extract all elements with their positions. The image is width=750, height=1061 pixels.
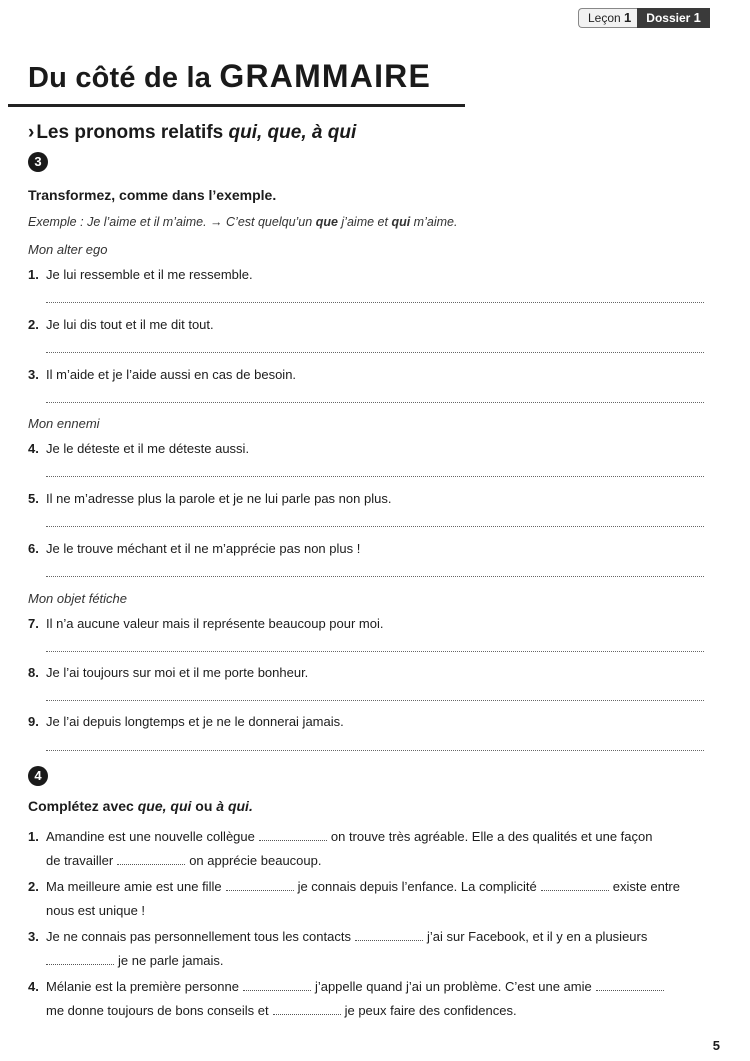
lesson-tab — [578, 8, 710, 28]
section-heading: › Les pronoms relatifs qui, que, à qui — [28, 122, 357, 143]
blank-field[interactable] — [541, 880, 609, 891]
exercise-item-continuation: nous est unique ! — [46, 903, 146, 918]
group-heading: Mon ennemi — [28, 416, 100, 431]
title-underline — [8, 104, 465, 107]
page-number: 5 — [712, 1038, 720, 1053]
exercise-item: 8. Je l’ai toujours sur moi et il me porte bonheur. — [28, 665, 309, 680]
answer-line[interactable] — [46, 700, 704, 701]
exercise-item-continuation: je ne parle jamais. — [46, 953, 224, 968]
group-heading: Mon alter ego — [28, 242, 108, 257]
exercise-item: 2. Je lui dis tout et il me dit tout. — [28, 317, 214, 332]
blank-field[interactable] — [46, 954, 114, 965]
answer-line[interactable] — [46, 526, 704, 527]
exercise-item: 2. Ma meilleure amie est une fille je connais depuis l’enfance. La complicité existe entre — [28, 879, 680, 894]
group-heading: Mon objet fétiche — [28, 591, 128, 606]
exercise-item: 4. Mélanie est la première personne j’appelle quand j’ai un problème. C’est une amie — [28, 979, 668, 994]
answer-line[interactable] — [46, 302, 704, 303]
exercise-item-continuation: me donne toujours de bons conseils et je peux faire des confidences. — [46, 1003, 517, 1018]
answer-line[interactable] — [46, 651, 704, 652]
blank-field[interactable] — [243, 980, 311, 991]
answer-line[interactable] — [46, 476, 704, 477]
page-title: Du côté de la GRAMMAIRE — [28, 58, 432, 94]
blank-field[interactable] — [596, 980, 664, 991]
exercise-item: 9. Je l’ai depuis longtemps et je ne le donnerai jamais. — [28, 714, 344, 729]
exercise-instruction: Complétez avec que, qui ou à qui. — [28, 798, 253, 814]
answer-line[interactable] — [46, 402, 704, 403]
exercise-number-badge: 4 — [28, 766, 48, 786]
exercise-item: 1. Je lui ressemble et il me ressemble. — [28, 267, 253, 282]
dossier-label: Dossier 1 — [637, 8, 710, 28]
exercise-item: 1. Amandine est une nouvelle collègue on trouve très agréable. Elle a des qualités et une façon — [28, 829, 653, 844]
exercise-item: 4. Je le déteste et il me déteste aussi. — [28, 441, 250, 456]
exercise-item: 7. Il n’a aucune valeur mais il représente beaucoup pour moi. — [28, 616, 384, 631]
exercise-item: 3. Il m’aide et je l’aide aussi en cas de besoin. — [28, 367, 297, 382]
exercise-item: 6. Je le trouve méchant et il ne m’apprécie pas non plus ! — [28, 541, 361, 556]
arrow-right-icon: → — [210, 215, 223, 229]
blank-field[interactable] — [117, 854, 185, 865]
exercise-item: 5. Il ne m’adresse plus la parole et je ne lui parle pas non plus. — [28, 491, 392, 506]
exercise-number-badge: 3 — [28, 152, 48, 172]
blank-field[interactable] — [226, 880, 294, 891]
answer-line[interactable] — [46, 352, 704, 353]
exercise-item: 3. Je ne connais pas personnellement tous les contacts j’ai sur Facebook, et il y en a plusieurs — [28, 929, 648, 944]
blank-field[interactable] — [273, 1004, 341, 1015]
blank-field[interactable] — [355, 930, 423, 941]
answer-line[interactable] — [46, 576, 704, 577]
blank-field[interactable] — [259, 830, 327, 841]
answer-line[interactable] — [46, 750, 704, 751]
lecon-label: Leçon 1 — [578, 8, 637, 28]
chevron-right-icon: › — [28, 122, 35, 143]
exercise-item-continuation: de travailler on apprécie beaucoup. — [46, 853, 322, 868]
example-line: Exemple : Je l’aime et il m’aime. → C’est quelqu’un que j’aime et qui m’aime. — [28, 215, 458, 229]
exercise-instruction: Transformez, comme dans l’exemple. — [28, 187, 277, 203]
